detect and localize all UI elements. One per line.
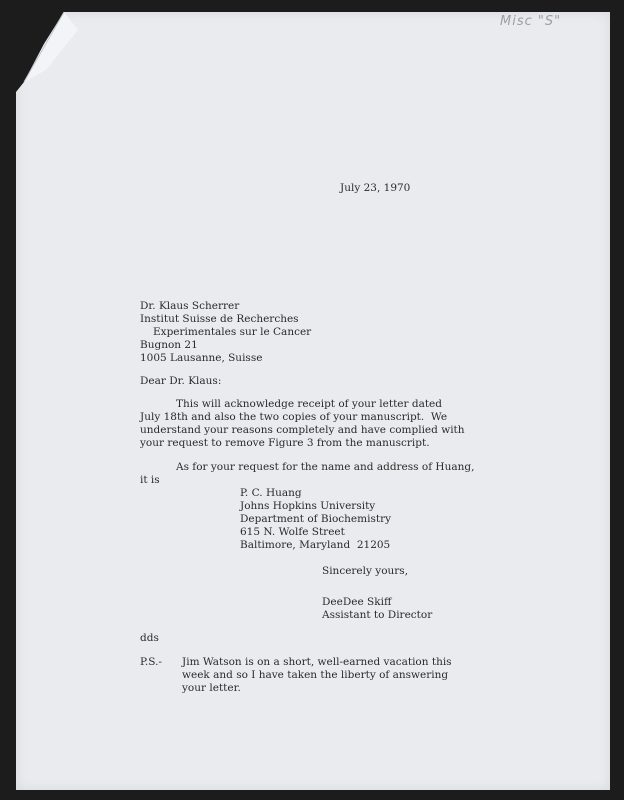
- body-line: understand your reasons completely and have complied with: [140, 424, 465, 436]
- body-line: it is: [140, 474, 160, 486]
- recipient-street: Bugnon 21: [140, 339, 198, 351]
- letter-date: July 23, 1970: [340, 182, 411, 194]
- body-line: your request to remove Figure 3 from the manuscript.: [140, 437, 430, 449]
- body-line: This will acknowledge receipt of your letter dated: [176, 398, 442, 410]
- closing: Sincerely yours,: [322, 565, 409, 577]
- typist-initials: dds: [140, 632, 159, 644]
- address-line: 615 N. Wolfe Street: [240, 526, 345, 538]
- recipient-city: 1005 Lausanne, Suisse: [140, 352, 263, 364]
- body-line: July 18th and also the two copies of your manuscript. We: [140, 411, 448, 423]
- salutation: Dear Dr. Klaus:: [140, 375, 222, 387]
- ps-line: Jim Watson is on a short, well-earned vacation this: [182, 656, 452, 668]
- ps-line: your letter.: [182, 682, 241, 694]
- recipient-name: Dr. Klaus Scherrer: [140, 300, 240, 312]
- recipient-institute-line1: Institut Suisse de Recherches: [140, 313, 299, 325]
- corner-annotation: Misc "S": [500, 14, 562, 29]
- ps-label: P.S.-: [140, 656, 162, 668]
- signer-name: DeeDee Skiff: [322, 596, 392, 608]
- body-line: As for your request for the name and address of Huang,: [176, 461, 475, 473]
- signer-title: Assistant to Director: [322, 609, 433, 621]
- torn-corner-mark: [16, 12, 86, 92]
- recipient-institute-line2: Experimentales sur le Cancer: [153, 326, 312, 338]
- address-line: Baltimore, Maryland 21205: [240, 539, 391, 551]
- ps-line: week and so I have taken the liberty of answering: [182, 669, 449, 681]
- address-line: P. C. Huang: [240, 487, 302, 499]
- address-line: Johns Hopkins University: [240, 500, 376, 512]
- address-line: Department of Biochemistry: [240, 513, 392, 525]
